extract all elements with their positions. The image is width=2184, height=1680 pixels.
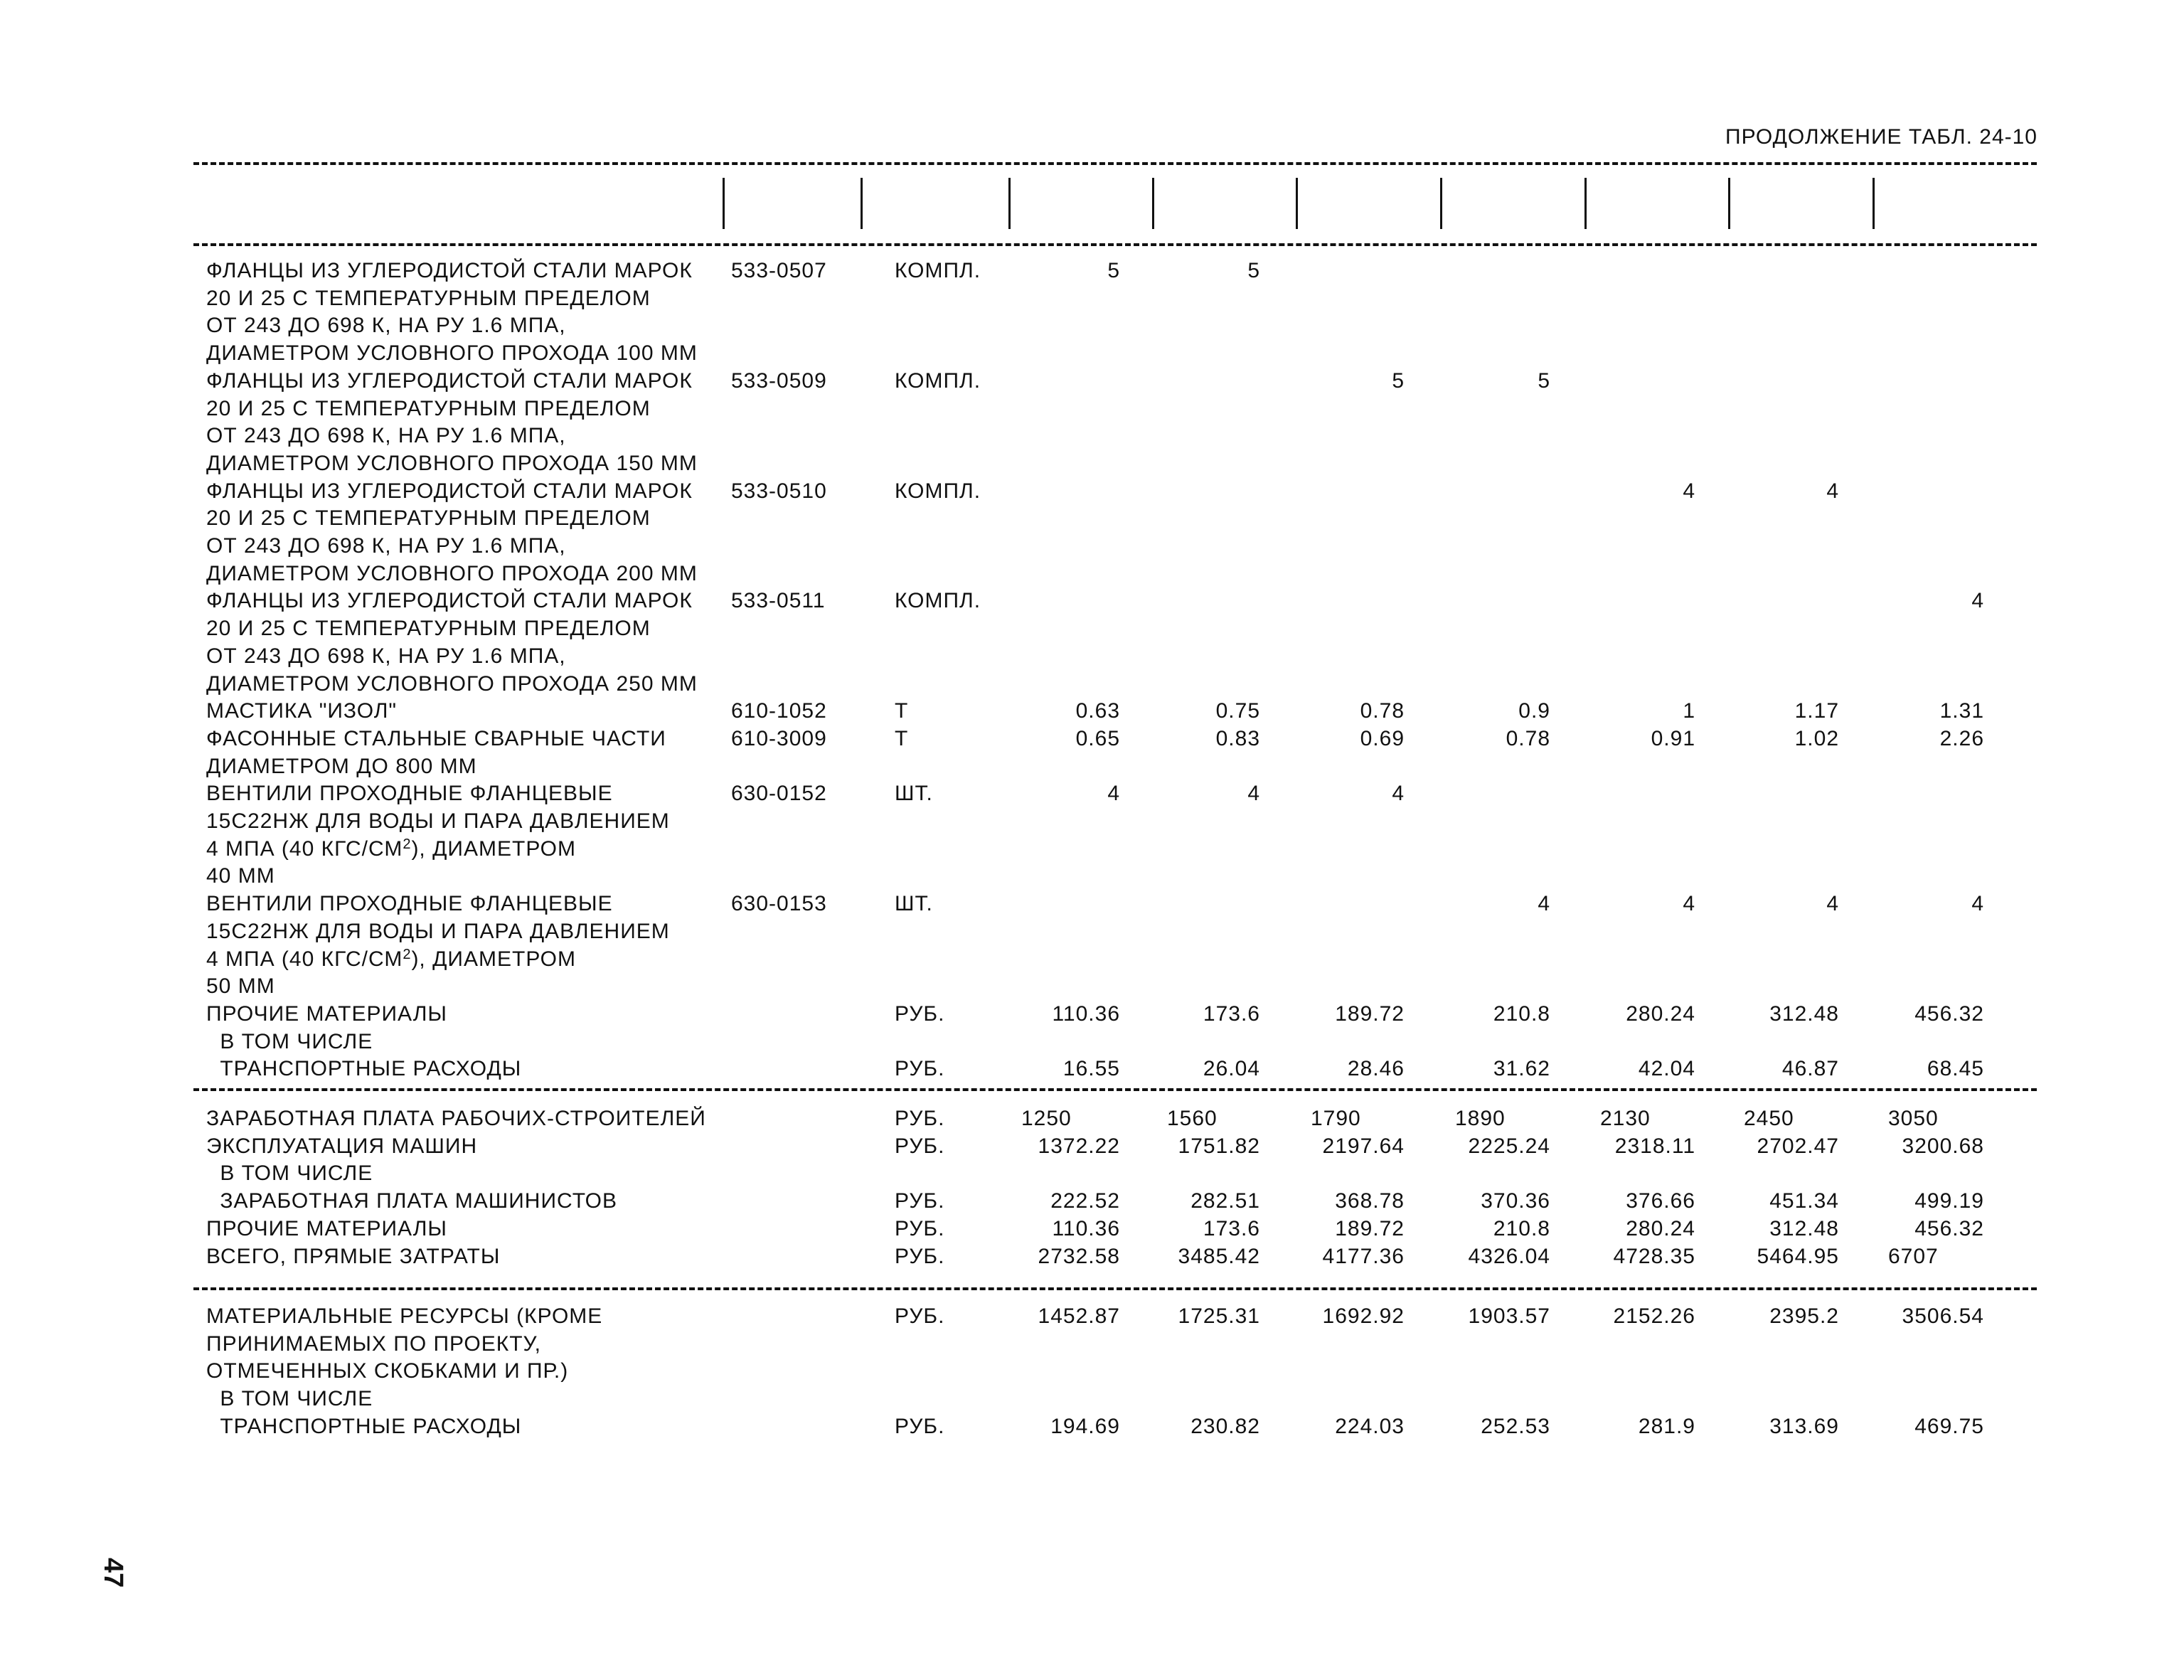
header-bottom-rule [193, 243, 2037, 246]
value-cell: 1890 [1455, 1107, 1506, 1130]
value-cell: 1560 [1167, 1107, 1218, 1130]
value-cell: 4728.35 [1613, 1244, 1695, 1268]
value-cell: 1790 [1311, 1107, 1361, 1130]
row-name: 20 И 25 С ТЕМПЕРАТУРНЫМ ПРЕДЕЛОМ [206, 506, 651, 531]
value-cell: 4 [1971, 892, 1984, 916]
row-code: 630-0152 [731, 782, 827, 806]
row-name: ФЛАНЦЫ ИЗ УГЛЕРОДИСТОЙ СТАЛИ МАРОК [206, 589, 693, 613]
value-cell: 376.66 [1626, 1189, 1695, 1213]
row-code: 630-0153 [731, 892, 827, 916]
row-name-text: 4 МПА (40 КГС/СМ [206, 947, 403, 971]
value-cell: 2395.2 [1769, 1304, 1839, 1328]
row-name: ОТ 243 ДО 698 К, НА РУ 1.6 МПА, [206, 314, 566, 338]
value-cell: 110.36 [1052, 1216, 1120, 1240]
header-column-separator [1873, 178, 1875, 229]
row-name: ТРАНСПОРТНЫЕ РАСХОДЫ [213, 1414, 522, 1438]
row-name [206, 836, 576, 861]
value-cell: 4177.36 [1322, 1244, 1405, 1268]
value-cell: 1.31 [1939, 699, 1984, 723]
value-cell: 2450 [1744, 1107, 1794, 1130]
row-name: В ТОМ ЧИСЛЕ [213, 1387, 373, 1411]
value-cell: 4 [1538, 892, 1550, 916]
value-cell: 3506.54 [1902, 1304, 1984, 1328]
row-name: МАТЕРИАЛЬНЫЕ РЕСУРСЫ (КРОМЕ [206, 1304, 603, 1328]
row-code: 533-0507 [731, 259, 827, 282]
row-name: ВСЕГО, ПРЯМЫЕ ЗАТРАТЫ [206, 1244, 501, 1268]
value-cell: 0.9 [1518, 699, 1550, 723]
header-column-separator [723, 178, 725, 229]
value-cell: 4 [1971, 589, 1984, 613]
row-name: ФЛАНЦЫ ИЗ УГЛЕРОДИСТОЙ СТАЛИ МАРОК [206, 368, 693, 393]
row-name: ВЕНТИЛИ ПРОХОДНЫЕ ФЛАНЦЕВЫЕ [206, 892, 613, 916]
row-unit: Т [895, 726, 909, 750]
row-name: ОТМЕЧЕННЫХ СКОБКАМИ И ПР.) [206, 1359, 569, 1383]
row-name: ТРАНСПОРТНЫЕ РАСХОДЫ [213, 1057, 522, 1081]
row-unit: РУБ. [895, 1244, 945, 1268]
value-cell: 0.65 [1075, 726, 1120, 750]
row-name: ПРОЧИЕ МАТЕРИАЛЫ [206, 1216, 447, 1240]
row-name: ПРОЧИЕ МАТЕРИАЛЫ [206, 1001, 447, 1026]
value-cell: 189.72 [1335, 1001, 1405, 1026]
value-cell: 0.91 [1651, 726, 1695, 750]
value-cell: 4 [1683, 892, 1695, 916]
value-cell: 3485.42 [1178, 1244, 1260, 1268]
value-cell: 2.26 [1939, 726, 1984, 750]
value-cell: 210.8 [1493, 1001, 1550, 1026]
row-name: ЗАРАБОТНАЯ ПЛАТА МАШИНИСТОВ [213, 1189, 618, 1213]
value-cell: 28.46 [1347, 1057, 1405, 1081]
value-cell: 173.6 [1203, 1001, 1260, 1026]
row-unit: ШТ. [895, 782, 933, 806]
row-name: ДИАМЕТРОМ ДО 800 ММ [206, 754, 477, 778]
value-cell: 370.36 [1481, 1189, 1550, 1213]
row-code: 610-1052 [731, 699, 827, 723]
value-cell: 46.87 [1781, 1057, 1839, 1081]
value-cell: 173.6 [1203, 1216, 1260, 1240]
page-number: 47 [98, 1558, 128, 1588]
header-column-separator [1728, 178, 1730, 229]
value-cell: 230.82 [1190, 1414, 1260, 1438]
row-unit: КОМПЛ. [895, 589, 981, 613]
value-cell: 3050 [1888, 1107, 1939, 1130]
value-cell: 4 [1392, 782, 1405, 806]
value-cell: 2732.58 [1038, 1244, 1120, 1268]
row-unit: КОМПЛ. [895, 368, 981, 393]
value-cell: 2318.11 [1614, 1134, 1695, 1158]
value-cell: 282.51 [1190, 1189, 1260, 1213]
row-unit: РУБ. [895, 1107, 945, 1130]
section-rule [193, 1287, 2037, 1290]
row-name-text: ), ДИАМЕТРОМ [411, 947, 576, 971]
row-code: 533-0511 [731, 589, 826, 613]
row-name-text: 4 МПА (40 КГС/СМ [206, 836, 403, 861]
value-cell: 456.32 [1914, 1216, 1984, 1240]
value-cell: 1452.87 [1038, 1304, 1120, 1328]
value-cell: 0.69 [1360, 726, 1405, 750]
value-cell: 4 [1247, 782, 1260, 806]
value-cell: 2702.47 [1757, 1134, 1839, 1158]
value-cell: 252.53 [1481, 1414, 1550, 1438]
value-cell: 2152.26 [1613, 1304, 1695, 1328]
row-name-text: ), ДИАМЕТРОМ [411, 836, 576, 861]
row-name: ДИАМЕТРОМ УСЛОВНОГО ПРОХОДА 150 ММ [206, 451, 698, 475]
value-cell: 280.24 [1626, 1001, 1695, 1026]
row-unit: РУБ. [895, 1001, 945, 1026]
value-cell: 1725.31 [1178, 1304, 1260, 1328]
row-code: 610-3009 [731, 726, 827, 750]
header-column-separator [1584, 178, 1587, 229]
row-name: 20 И 25 С ТЕМПЕРАТУРНЫМ ПРЕДЕЛОМ [206, 286, 651, 310]
superscript: 2 [403, 946, 412, 962]
row-code: 533-0509 [731, 368, 827, 393]
row-name [206, 946, 576, 971]
value-cell: 68.45 [1927, 1057, 1984, 1081]
value-cell: 1692.92 [1322, 1304, 1405, 1328]
row-unit: Т [895, 699, 909, 723]
header-column-separator [1152, 178, 1154, 229]
row-name: 15С22НЖ ДЛЯ ВОДЫ И ПАРА ДАВЛЕНИЕМ [206, 919, 670, 943]
row-unit: РУБ. [895, 1189, 945, 1213]
value-cell: 5464.95 [1757, 1244, 1839, 1268]
row-name: 40 ММ [206, 864, 275, 888]
value-cell: 4 [1683, 479, 1695, 503]
value-cell: 4 [1826, 479, 1839, 503]
row-name: ФЛАНЦЫ ИЗ УГЛЕРОДИСТОЙ СТАЛИ МАРОК [206, 259, 693, 282]
row-name: ДИАМЕТРОМ УСЛОВНОГО ПРОХОДА 100 ММ [206, 341, 698, 366]
row-name: ДИАМЕТРОМ УСЛОВНОГО ПРОХОДА 200 ММ [206, 561, 698, 585]
value-cell: 312.48 [1769, 1216, 1839, 1240]
value-cell: 451.34 [1769, 1189, 1839, 1213]
row-name: 20 И 25 С ТЕМПЕРАТУРНЫМ ПРЕДЕЛОМ [206, 617, 651, 641]
value-cell: 5 [1538, 368, 1550, 393]
value-cell: 5 [1392, 368, 1405, 393]
row-name: В ТОМ ЧИСЛЕ [213, 1161, 373, 1186]
value-cell: 2197.64 [1322, 1134, 1405, 1158]
value-cell: 2130 [1600, 1107, 1651, 1130]
value-cell: 1250 [1021, 1107, 1072, 1130]
row-name: ФАСОННЫЕ СТАЛЬНЫЕ СВАРНЫЕ ЧАСТИ [206, 726, 666, 750]
row-unit: КОМПЛ. [895, 259, 981, 282]
value-cell: 0.63 [1075, 699, 1120, 723]
value-cell: 0.83 [1215, 726, 1260, 750]
row-name: 15С22НЖ ДЛЯ ВОДЫ И ПАРА ДАВЛЕНИЕМ [206, 809, 670, 833]
table-top-rule [193, 162, 2037, 165]
row-name: ВЕНТИЛИ ПРОХОДНЫЕ ФЛАНЦЕВЫЕ [206, 782, 613, 806]
value-cell: 189.72 [1335, 1216, 1405, 1240]
value-cell: 42.04 [1638, 1057, 1695, 1081]
row-name: 20 И 25 С ТЕМПЕРАТУРНЫМ ПРЕДЕЛОМ [206, 396, 651, 420]
value-cell: 2225.24 [1468, 1134, 1550, 1158]
header-column-separator [1440, 178, 1442, 229]
value-cell: 313.69 [1769, 1414, 1839, 1438]
row-unit: ШТ. [895, 892, 933, 916]
value-cell: 0.78 [1360, 699, 1405, 723]
row-name: ЗАРАБОТНАЯ ПЛАТА РАБОЧИХ-СТРОИТЕЛЕЙ [206, 1107, 706, 1130]
row-unit: РУБ. [895, 1216, 945, 1240]
value-cell: 26.04 [1203, 1057, 1260, 1081]
header-column-separator [1008, 178, 1011, 229]
value-cell: 224.03 [1335, 1414, 1405, 1438]
value-cell: 3200.68 [1902, 1134, 1984, 1158]
row-name: МАСТИКА "ИЗОЛ" [206, 699, 398, 723]
row-name: ЭКСПЛУАТАЦИЯ МАШИН [206, 1134, 478, 1158]
table-continuation-title: ПРОДОЛЖЕНИЕ ТАБЛ. 24-10 [1725, 125, 2037, 149]
value-cell: 222.52 [1050, 1189, 1120, 1213]
value-cell: 499.19 [1914, 1189, 1984, 1213]
value-cell: 368.78 [1335, 1189, 1405, 1213]
row-name: ПРИНИМАЕМЫХ ПО ПРОЕКТУ, [206, 1331, 541, 1356]
value-cell: 5 [1247, 259, 1260, 282]
row-name: В ТОМ ЧИСЛЕ [213, 1029, 373, 1053]
row-unit: РУБ. [895, 1414, 945, 1438]
value-cell: 1.02 [1794, 726, 1839, 750]
row-unit: КОМПЛ. [895, 479, 981, 503]
value-cell: 16.55 [1062, 1057, 1120, 1081]
section-rule [193, 1088, 2037, 1091]
value-cell: 1903.57 [1468, 1304, 1550, 1328]
row-name: ОТ 243 ДО 698 К, НА РУ 1.6 МПА, [206, 644, 566, 668]
superscript: 2 [403, 836, 412, 852]
header-column-separator [861, 178, 863, 229]
row-unit: РУБ. [895, 1304, 945, 1328]
value-cell: 312.48 [1769, 1001, 1839, 1026]
value-cell: 1 [1683, 699, 1695, 723]
value-cell: 1751.82 [1178, 1134, 1260, 1158]
header-column-separator [1296, 178, 1298, 229]
value-cell: 5 [1107, 259, 1120, 282]
value-cell: 210.8 [1493, 1216, 1550, 1240]
value-cell: 456.32 [1914, 1001, 1984, 1026]
value-cell: 6707 [1888, 1244, 1939, 1268]
value-cell: 281.9 [1638, 1414, 1695, 1438]
value-cell: 469.75 [1914, 1414, 1984, 1438]
value-cell: 194.69 [1050, 1414, 1120, 1438]
row-name: ОТ 243 ДО 698 К, НА РУ 1.6 МПА, [206, 424, 566, 448]
value-cell: 4 [1107, 782, 1120, 806]
value-cell: 4326.04 [1468, 1244, 1550, 1268]
row-name: ОТ 243 ДО 698 К, НА РУ 1.6 МПА, [206, 534, 566, 558]
row-name: 50 ММ [206, 974, 275, 999]
row-name: ФЛАНЦЫ ИЗ УГЛЕРОДИСТОЙ СТАЛИ МАРОК [206, 479, 693, 503]
row-unit: РУБ. [895, 1134, 945, 1158]
value-cell: 4 [1826, 892, 1839, 916]
value-cell: 31.62 [1493, 1057, 1550, 1081]
value-cell: 1.17 [1794, 699, 1839, 723]
row-name: ДИАМЕТРОМ УСЛОВНОГО ПРОХОДА 250 ММ [206, 671, 698, 696]
value-cell: 0.78 [1506, 726, 1550, 750]
value-cell: 280.24 [1626, 1216, 1695, 1240]
row-unit: РУБ. [895, 1057, 945, 1081]
value-cell: 0.75 [1215, 699, 1260, 723]
value-cell: 1372.22 [1038, 1134, 1120, 1158]
value-cell: 110.36 [1052, 1001, 1120, 1026]
row-code: 533-0510 [731, 479, 827, 503]
